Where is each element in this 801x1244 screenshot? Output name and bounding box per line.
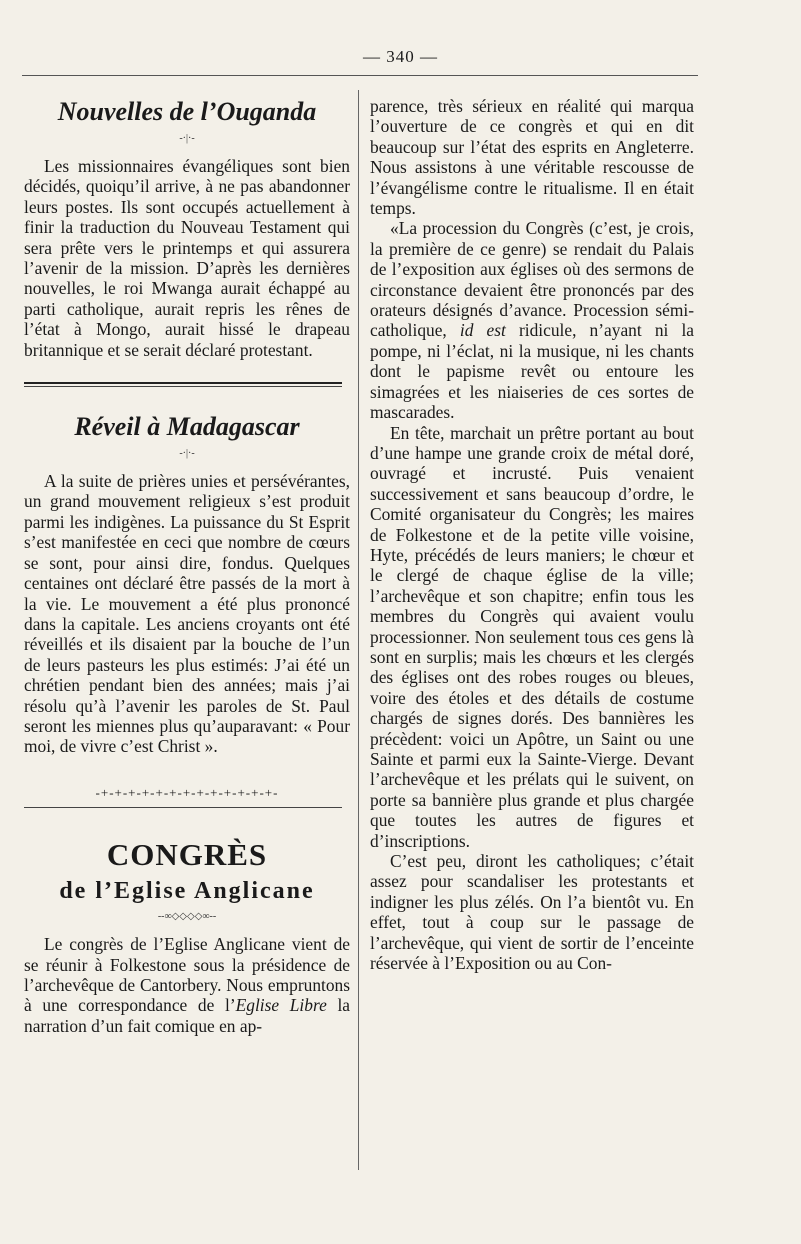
right-paragraph-2-italic: id est [459, 320, 506, 341]
congres-text-after: la narration d’un fait comique en ap- [24, 995, 351, 1036]
congres-title: CONGRÈS [106, 837, 268, 873]
header-rule [22, 75, 698, 76]
madagascar-title: Réveil à Madagascar [74, 412, 300, 442]
page-number: — 340 — [363, 47, 438, 66]
right-paragraph-2-before: «La procession du Congrès (c’est, je crois, la première de ce genre) se rendait du Palais de l’exposition aux églises où des sermons de circonstance devaient être prononcés par des orateurs désignés d’avance. Procession sémi-catholique, [370, 218, 694, 341]
madagascar-paragraph: A la suite de prières unies et persévérantes, un grand mouvement religieux s’est produit parmi les indigènes. La puissance du St Esprit s’est manifestée en ceci que nombre de cœurs se sont, pour ainsi dire, fondus. Quelques centaines ont déclaré être passés de la mort à la vie. Le mouvement a été plus prononcé dans la capitale. Les anciens croyants ont été réveillés et ils disaient par la bouche de l’un de leurs pasteurs les plus estimés: J’ai été un chrétien pendant bien des années; mais j’ai résolu qu’à l’avenir les paroles de St. Paul seront les miennes plus qu’auparavant: « Pour moi, de vivre c’est Christ ». [24, 471, 350, 757]
ouganda-title: Nouvelles de l’Ouganda [57, 97, 317, 126]
congres-subtitle: de l’Eglise Anglicane [59, 878, 315, 905]
congres-text-before: Le congrès de l’Eglise Anglicane vient de se réunir à Folkestone sous la présidence de l’archevêque de Cantorbery. Nous empruntons à une correspondance de l’ [24, 934, 350, 1016]
ornament-underline [24, 807, 342, 808]
right-column [370, 96, 694, 973]
section-divider-thin [24, 386, 342, 387]
right-paragraph-1: parence, très sérieux en réalité qui marqua l’ouverture de ce congrès et qui en dit beaucoup sur l’état des esprits en Angleterre. Nous assistons à une véritable rescousse de l’évangélisme contre le ritualisme. Il en était temps. [370, 96, 694, 219]
madagascar-flourish: -·|·- [179, 448, 195, 460]
congres-paragraph [24, 934, 350, 1036]
ouganda-flourish: -·|·- [179, 133, 195, 144]
column-separator [358, 90, 359, 1170]
left-column [24, 96, 350, 1036]
right-paragraph-4: C’est peu, diront les catholiques; c’était assez pour scandaliser les protestants et indigner les plus zélés. On l’a bientôt vu. En effet, tout à coup sur le passage de l’archevêque, qui vient de sortir de l’enceinte réservée à l’Exposition ou au Con- [370, 851, 694, 974]
section-divider-thick [24, 382, 342, 384]
right-paragraph-2-after: ridicule, n’ayant ni la pompe, ni l’éclat, ni la musique, ni les chants dont le papisme revêt ou entoure les simagrées et les niaiseries de ces sortes de mascarades. [370, 320, 695, 423]
congres-text-italic: Eglise Libre [235, 995, 327, 1016]
right-paragraph-2 [370, 218, 694, 422]
ornament-divider: -+-+-+-+-+-+-+-+-+-+-+-+-+- [95, 784, 279, 800]
right-paragraph-3: En tête, marchait un prêtre portant au bout d’une hampe une grande croix de métal doré, ouvragé et incrusté. Puis venaient successivement et sans beaucoup d’ordre, le Comité organisateur du Congrès; les maires de Folkestone et de la petite ville voisine, Hyte, précédés de leurs maniers; le chœur et le clergé de chaque église de la ville; l’archevêque et son chapitre; enfin tous les membres du Congrès qui avaient voulu processionner. Non seulement tous ces gens là sont en surplis; mais les chœurs et les clergés des églises ont des robes rouges ou bleues, voire des étoles et des détails de costume chargés de signes dorés. Des bannières les précèdent: voici un Apôtre, un Saint ou une Sainte et parmi eux la Sainte-Vierge. Devant l’archevêque et les prélats qui le suivent, on porte sa bannière plus grande et plus chargée que toutes les autres de figures et d’inscriptions. [370, 422, 694, 851]
ouganda-paragraph: Les missionnaires évangéliques sont bien décidés, quoiqu’il arrive, à ne pas abandonner leurs postes. Ils sont occupés actuellement à finir la traduction du Nouveau Testament qui sera prête vers le printemps et qui assurera l’avenir de la mission. D’après les dernières nouvelles, le roi Mwanga aurait échappé au parti catholique, aurait repris les rênes de l’état à Mongo, aurait hissé le drapeau britannique et se serait déclaré protestant. [24, 156, 350, 360]
congres-flourish: --∞◇◇◇◇∞-- [157, 911, 217, 923]
